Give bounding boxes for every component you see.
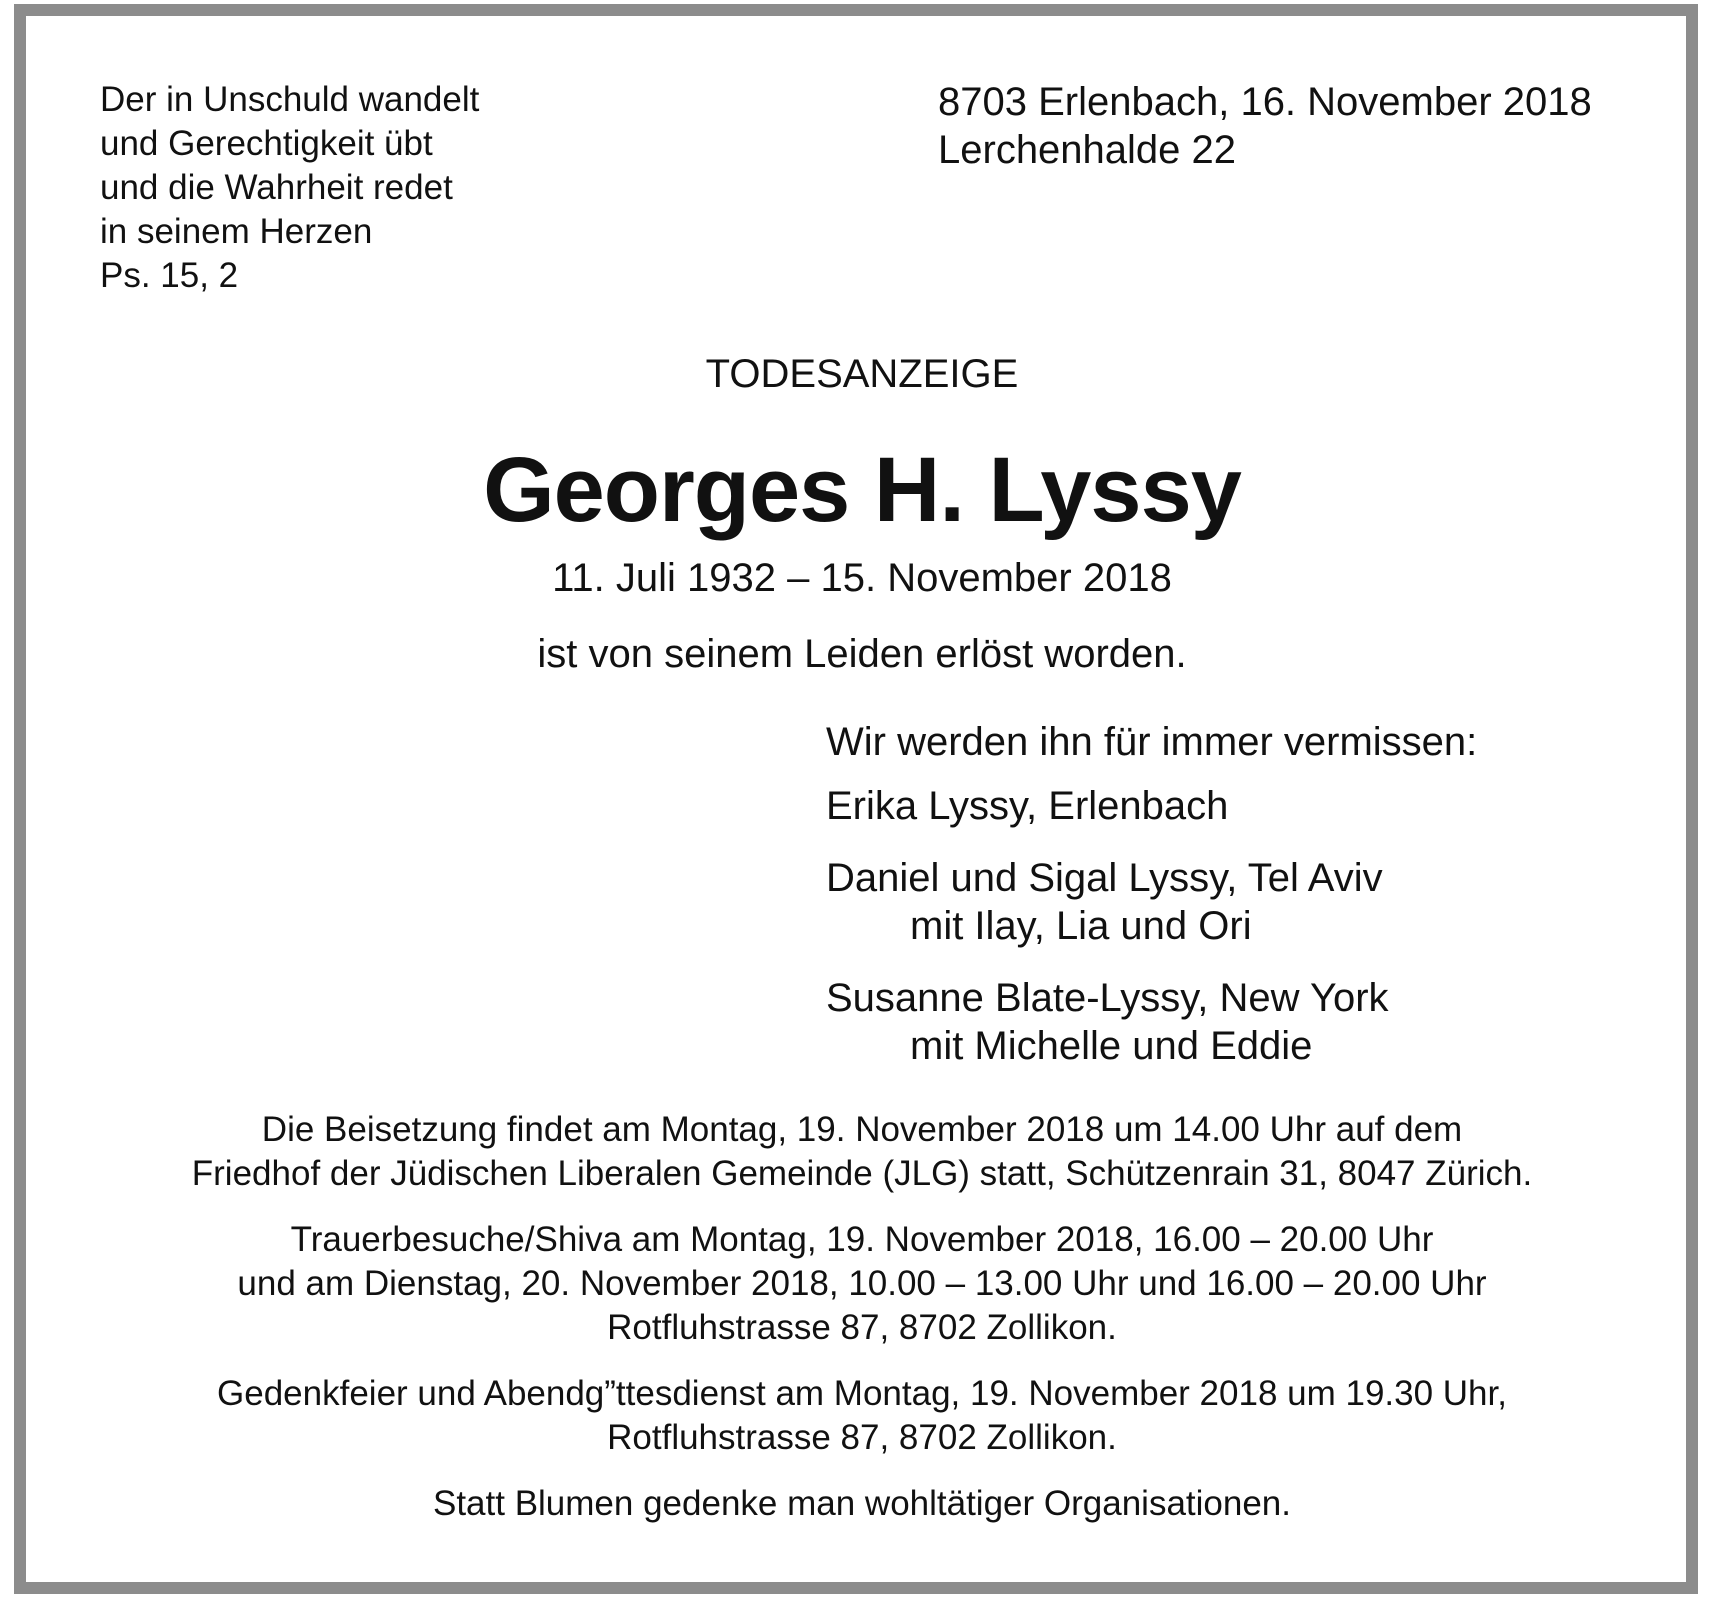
- bible-verse: [100, 78, 479, 298]
- shiva-info: [0, 1218, 1724, 1350]
- mourner-children: mit Michelle und Eddie: [910, 1024, 1313, 1068]
- life-dates: 11. Juli 1932 – 15. November 2018: [552, 556, 1172, 600]
- flowers-line: Statt Blumen gedenke man wohltätiger Organisationen.: [432, 1484, 1291, 1523]
- memorial-info: [0, 1372, 1724, 1460]
- mourner-name: Erika Lyssy, Erlenbach: [826, 784, 1229, 828]
- verse-line: und Gerechtigkeit übt: [100, 124, 433, 163]
- mourners-intro: Wir werden ihn für immer vermissen:: [826, 720, 1478, 764]
- shiva-line: Trauerbesuche/Shiva am Montag, 19. November 2018, 16.00 – 20.00 Uhr: [290, 1220, 1434, 1259]
- burial-line: Friedhof der Jüdischen Liberalen Gemeinde (JLG) statt, Schützenrain 31, 8047 Zürich.: [191, 1154, 1533, 1193]
- verse-line: und die Wahrheit redet: [100, 168, 453, 207]
- verse-line: Der in Unschuld wandelt: [100, 80, 480, 119]
- memorial-line: Rotfluhstrasse 87, 8702 Zollikon.: [607, 1418, 1117, 1457]
- street-address: Lerchenhalde 22: [938, 128, 1237, 172]
- mourner-group: [826, 854, 1477, 950]
- mourner-children: mit Ilay, Lia und Ori: [910, 904, 1252, 948]
- place-and-date: 8703 Erlenbach, 16. November 2018: [938, 80, 1592, 124]
- flowers-note: [0, 1482, 1724, 1526]
- verse-reference: Ps. 15, 2: [100, 256, 239, 295]
- burial-line: Die Beisetzung findet am Montag, 19. November 2018 um 14.00 Uhr auf dem: [261, 1110, 1463, 1149]
- memorial-line: Gedenkfeier und Abendg”ttesdienst am Montag, 19. November 2018 um 19.30 Uhr,: [217, 1374, 1507, 1413]
- verse-line: in seinem Herzen: [100, 212, 373, 251]
- shiva-line: und am Dienstag, 20. November 2018, 10.00 – 13.00 Uhr und 16.00 – 20.00 Uhr: [237, 1264, 1487, 1303]
- shiva-line: Rotfluhstrasse 87, 8702 Zollikon.: [607, 1308, 1117, 1347]
- mourner-name: Daniel und Sigal Lyssy, Tel Aviv: [826, 856, 1383, 900]
- mourner-group: [826, 782, 1477, 830]
- notice-heading: TODESANZEIGE: [705, 352, 1019, 396]
- relief-statement: ist von seinem Leiden erlöst worden.: [537, 632, 1187, 676]
- deceased-name: Georges H. Lyssy: [483, 439, 1241, 541]
- sender-address: [938, 78, 1592, 174]
- mourner-group: [826, 974, 1477, 1070]
- mourners-list: [826, 718, 1477, 1070]
- burial-info: [0, 1108, 1724, 1196]
- service-details: [0, 1108, 1724, 1526]
- mourner-name: Susanne Blate-Lyssy, New York: [826, 976, 1389, 1020]
